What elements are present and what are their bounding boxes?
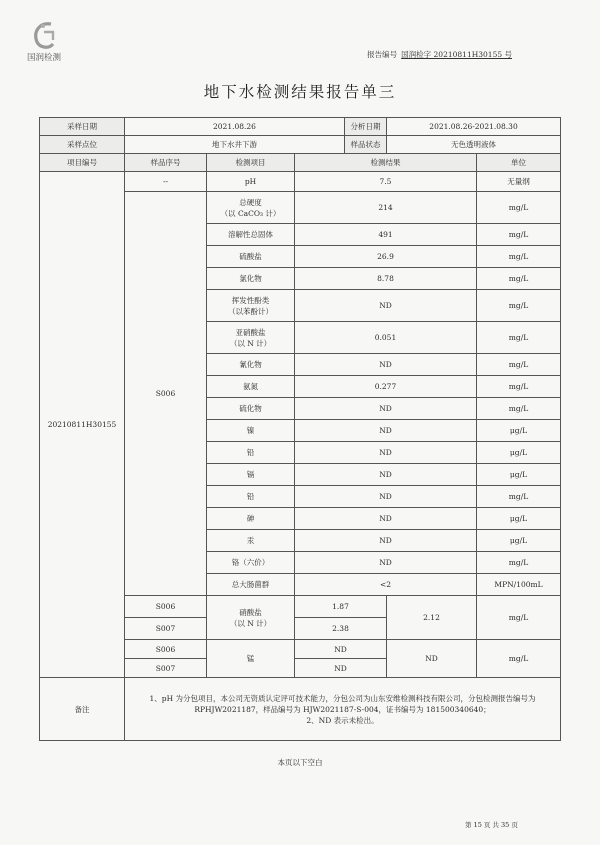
result-cell: ND [295, 508, 477, 530]
sample-number-cell: S006 [125, 596, 207, 618]
unit-cell: μg/L [477, 464, 561, 486]
unit-cell: mg/L [477, 268, 561, 290]
item-cell: 铅 [207, 442, 295, 464]
unit-cell: mg/L [477, 376, 561, 398]
item-name: 挥发性酚类 [231, 295, 270, 305]
sample-date-label: 采样日期 [40, 118, 125, 136]
result-cell: 0.051 [295, 322, 477, 354]
analysis-date-label: 分析日期 [345, 118, 387, 136]
unit-cell: mg/L [477, 224, 561, 246]
item-cell [207, 290, 295, 322]
item-cell [207, 596, 295, 640]
unit-cell: μg/L [477, 530, 561, 552]
remarks-text [125, 678, 561, 741]
result-cell: 0.277 [295, 376, 477, 398]
sample-number-cell: S007 [125, 618, 207, 640]
result-cell: ND [295, 354, 477, 376]
unit-cell: mg/L [477, 552, 561, 574]
result-cell: ND [295, 640, 387, 659]
item-basis: （以 CaCO₃ 计） [220, 208, 281, 218]
report-number [367, 49, 512, 60]
item-cell: 氨氮 [207, 376, 295, 398]
result-cell: ND [295, 486, 477, 508]
result-cell: 8.78 [295, 268, 477, 290]
item-cell: 砷 [207, 508, 295, 530]
unit-cell: mg/L [477, 192, 561, 224]
state-label: 样品状态 [345, 136, 387, 154]
col-header-item: 检测项目 [207, 154, 295, 172]
item-name: 硝酸盐 [239, 607, 262, 617]
item-cell: 镍 [207, 420, 295, 442]
result-cell: 491 [295, 224, 477, 246]
page-number: 第 15 页 共 35 页 [465, 821, 518, 829]
result-cell: 214 [295, 192, 477, 224]
result-cell: ND [295, 464, 477, 486]
result-cell: 7.5 [295, 172, 477, 192]
item-basis: （以 N 计） [229, 338, 272, 348]
item-cell: 硫酸盐 [207, 246, 295, 268]
item-cell: 镉 [207, 464, 295, 486]
col-header-result: 检测结果 [295, 154, 477, 172]
unit-cell: mg/L [477, 398, 561, 420]
result-cell: 1.87 [295, 596, 387, 618]
sample-number-cell: S006 [125, 640, 207, 659]
page-title: 地下水检测结果报告单三 [203, 83, 397, 101]
logo-text: 国润检测 [26, 53, 61, 63]
results-table [39, 117, 561, 741]
report-number-label: 报告编号 [367, 50, 398, 59]
item-cell: pH [207, 172, 295, 192]
unit-cell: μg/L [477, 508, 561, 530]
sample-number-cell: S007 [125, 659, 207, 678]
unit-cell: mg/L [477, 322, 561, 354]
item-cell: 硫化物 [207, 398, 295, 420]
item-basis: （以 N 计） [229, 618, 272, 628]
average-cell: ND [387, 640, 477, 678]
item-basis: （以苯酚计） [228, 306, 273, 316]
unit-cell: mg/L [477, 246, 561, 268]
item-cell [207, 192, 295, 224]
item-cell: 氰化物 [207, 354, 295, 376]
company-logo [20, 20, 68, 63]
average-cell: 2.12 [387, 596, 477, 640]
unit-cell: 无量纲 [477, 172, 561, 192]
item-cell: 汞 [207, 530, 295, 552]
result-cell: ND [295, 659, 387, 678]
unit-cell: mg/L [477, 290, 561, 322]
result-cell: ND [295, 530, 477, 552]
unit-cell: mg/L [477, 486, 561, 508]
remark-line-1: 1、pH 为分包项目，本公司无资质认定评可技术能力，分包公司为山东安维检测科技有限公司，分包检测报告编号为 RPHJW2021187，样品编号为 HJW2021187-S-004，证书编号为 181500340640； [149, 693, 536, 714]
col-header-sample-no: 样品序号 [125, 154, 207, 172]
result-cell: ND [295, 552, 477, 574]
result-cell: 26.9 [295, 246, 477, 268]
info-row-1 [40, 118, 561, 136]
item-name: 亚硝酸盐 [235, 327, 266, 337]
unit-cell: μg/L [477, 420, 561, 442]
logo-mark-icon [31, 20, 57, 50]
analysis-date-value: 2021.08.26-2021.08.30 [387, 118, 561, 136]
unit-cell: μg/L [477, 442, 561, 464]
item-cell: 锰 [207, 640, 295, 678]
result-cell: <2 [295, 574, 477, 596]
blank-below-notice: 本页以下空白 [277, 758, 323, 767]
remarks-label: 备注 [40, 678, 125, 741]
result-cell: 2.38 [295, 618, 387, 640]
col-header-project-no: 项目编号 [40, 154, 125, 172]
remarks-row [40, 678, 561, 741]
item-cell: 总大肠菌群 [207, 574, 295, 596]
result-cell: ND [295, 420, 477, 442]
unit-cell: MPN/100mL [477, 574, 561, 596]
col-header-unit: 单位 [477, 154, 561, 172]
header-row [40, 154, 561, 172]
item-cell [207, 322, 295, 354]
result-cell: ND [295, 398, 477, 420]
table-row [40, 172, 561, 192]
result-cell: ND [295, 290, 477, 322]
item-cell: 氯化物 [207, 268, 295, 290]
project-number-cell: 20210811H30155 [40, 172, 125, 678]
sample-number-cell: -- [125, 172, 207, 192]
location-value: 地下水井下游 [125, 136, 345, 154]
unit-cell: mg/L [477, 596, 561, 640]
sample-date-value: 2021.08.26 [125, 118, 345, 136]
sample-number-cell: S006 [125, 192, 207, 596]
result-cell: ND [295, 442, 477, 464]
unit-cell: mg/L [477, 640, 561, 678]
state-value: 无色透明液体 [387, 136, 561, 154]
item-cell: 铅 [207, 486, 295, 508]
item-cell: 溶解性总固体 [207, 224, 295, 246]
info-row-2 [40, 136, 561, 154]
unit-cell: mg/L [477, 354, 561, 376]
item-name: 总硬度 [239, 197, 262, 207]
location-label: 采样点位 [40, 136, 125, 154]
item-cell: 铬（六价） [207, 552, 295, 574]
remark-line-2: 2、ND 表示未检出。 [306, 715, 379, 725]
report-number-value: 国润检字 20210811H30155 号 [401, 50, 512, 59]
